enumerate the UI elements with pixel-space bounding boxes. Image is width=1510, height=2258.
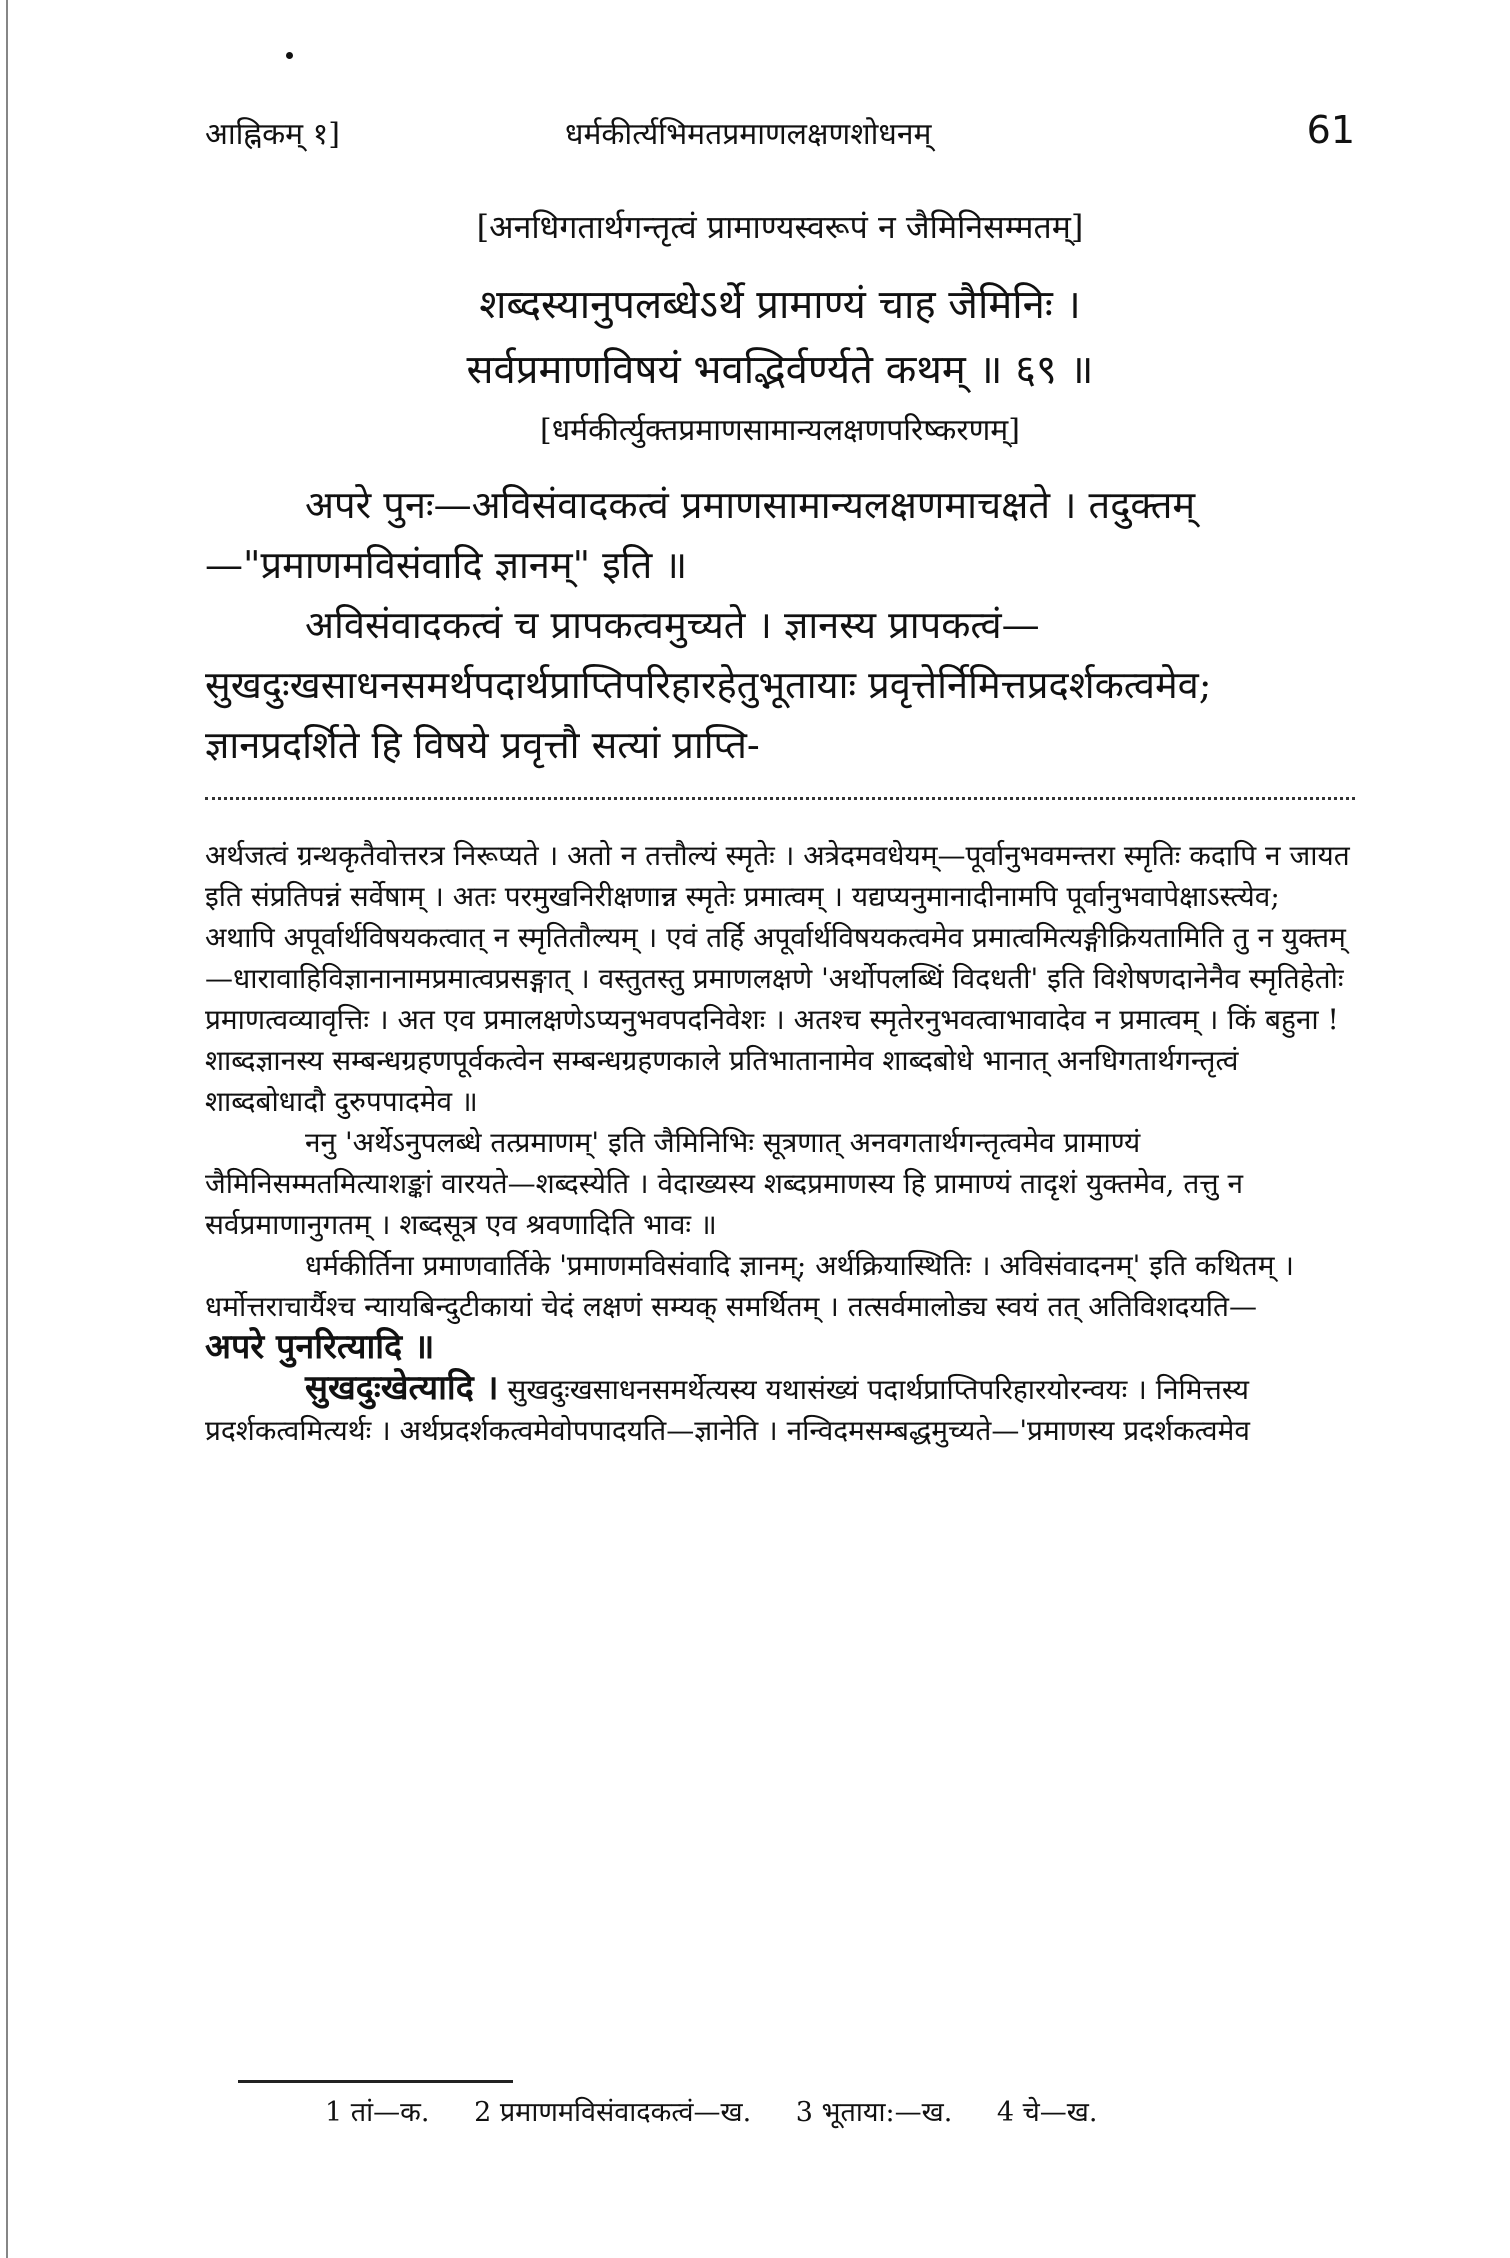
main-text xyxy=(205,475,1355,775)
commentary xyxy=(205,835,1355,1451)
footnote-rule xyxy=(238,2080,513,2083)
footnote-3: 3 भूताया:—ख. xyxy=(795,2097,953,2128)
chapter-marker: आह्निकम् १] xyxy=(205,117,340,152)
verse-line-1: शब्दस्यानुपलब्धेऽर्थे प्रामाण्यं चाह जैमिनिः । xyxy=(479,282,1081,328)
commentary-body: सुखदुःखसाधनसमर्थेत्यस्य यथासंख्यं पदार्थप्राप्तिपरिहारयोरन्वयः । निमित्तस्य प्रदर्शकत्वमित्यर्थः । अर्थप्रदर्शकत्वमेवोपपादयति—ज्ञानेति । नन्विदमसम्बद्धमुच्यते—'प्रमाणस्य प्रदर्शकत्वमेव xyxy=(205,1373,1250,1447)
page-number: 61 xyxy=(1306,108,1355,152)
main-paragraph-2: अविसंवादकत्वं च प्रापकत्वमुच्यते । ज्ञानस्य प्रापकत्वं—सुखदुःखसाधनसमर्थपदार्थप्राप्तिपरिहारहेतुभूतायाः प्रवृत्तेर्निमित्तप्रदर्शकत्वमेव; ज्ञानप्रदर्शिते हि विषये प्रवृत्तौ सत्यां प्राप्ति- xyxy=(205,603,1212,767)
running-title: धर्मकीर्त्यभिमतप्रमाणलक्षणशोधनम् xyxy=(565,117,932,152)
footnote-4: 4 चे—ख. xyxy=(996,2097,1098,2128)
section-heading-1: [अनधिगतार्थगन्तृत्वं प्रामाण्यस्वरूपं न जैमिनिसम्मतम्] xyxy=(476,208,1084,246)
commentary-lead: सुखदुःखेत्यादि । xyxy=(305,1368,499,1408)
page-header xyxy=(205,108,1355,158)
text-commentary-divider xyxy=(205,797,1355,800)
verse-line-2: सर्वप्रमाणविषयं भवद्भिर्वर्ण्यते कथम् ॥ ६९ ॥ xyxy=(466,347,1094,393)
section-heading-2: [धर्मकीर्त्युक्तप्रमाणसामान्यलक्षणपरिष्करणम्] xyxy=(540,413,1020,448)
commentary-paragraph-4: अपरे पुनरित्यादि ॥ xyxy=(205,1327,435,1367)
footnote-2: 2 प्रमाणमविसंवादकत्वं—ख. xyxy=(474,2097,752,2128)
scan-edge xyxy=(6,0,9,2258)
commentary-paragraph-3: धर्मकीर्तिना प्रमाणवार्तिके 'प्रमाणमविसंवादि ज्ञानम्; अर्थक्रियास्थितिः । अविसंवादनम्' इति कथितम् । धर्मोत्तराचार्यैश्च न्यायबिन्दुटीकायां चेदं लक्षणं सम्यक् समर्थितम् । तत्सर्वमालोड्य स्वयं तत् अतिविशदयति— xyxy=(205,1249,1294,1323)
commentary-paragraph-5 xyxy=(205,1368,1355,1451)
scan-speck xyxy=(286,52,293,59)
footnote-1: 1 तां—क. xyxy=(325,2097,430,2128)
commentary-paragraph-1: अर्थजत्वं ग्रन्थकृतैवोत्तरत्र निरूप्यते । अतो न तत्तौल्यं स्मृतेः । अत्रेदमवधेयम्—पूर्वानुभवमन्तरा स्मृतिः कदापि न जायत इति संप्रतिपन्नं सर्वेषाम् । अतः परमुखनिरीक्षणान्न स्मृतेः प्रमात्वम् । यद्यप्यनुमानादीनामपि पूर्वानुभवापेक्षाऽस्त्येव; अथापि अपूर्वार्थविषयकत्वात् न स्मृतितौल्यम् । एवं तर्हि अपूर्वार्थविषयकत्वमेव प्रमात्वमित्यङ्गीक्रियतामिति तु न युक्तम्—धारावाहिविज्ञानानामप्रमात्वप्रसङ्गात् । वस्तुतस्तु प्रमाणलक्षणे 'अर्थोपलब्धिं विदधती' इति विशेषणदानेनैव स्मृतिहेतोः प्रमाणत्वव्यावृत्तिः । अत एव प्रमालक्षणेऽप्यनुभवपदनिवेशः । अतश्च स्मृतेरनुभवत्वाभावादेव न प्रमात्वम् । किं बहुना ! शाब्दज्ञानस्य सम्बन्धग्रहणपूर्वकत्वेन सम्बन्धग्रहणकाले प्रतिभातानामेव शाब्दबोधे भानात् अनधिगतार्थगन्तृत्वं शाब्दबोधादौ दुरुपपादमेव ॥ xyxy=(205,839,1350,1118)
commentary-paragraph-2: ननु 'अर्थेऽनुपलब्धे तत्प्रमाणम्' इति जैमिनिभिः सूत्रणात् अनवगतार्थगन्तृत्वमेव प्रामाण्यं जैमिनिसम्मतमित्याशङ्कां वारयते—शब्दस्येति । वेदाख्यस्य शब्दप्रमाणस्य हि प्रामाण्यं तादृशं युक्तमेव, तत्तु न सर्वप्रमाणानुगतम् । शब्दसूत्र एव श्रवणादिति भावः ॥ xyxy=(205,1126,1244,1241)
footnotes xyxy=(325,2092,1325,2129)
main-paragraph-1: अपरे पुनः—अविसंवादकत्वं प्रमाणसामान्यलक्षणमाचक्षते । तदुक्तम्—"प्रमाणमविसंवादि ज्ञानम्" इति ॥ xyxy=(205,483,1196,587)
